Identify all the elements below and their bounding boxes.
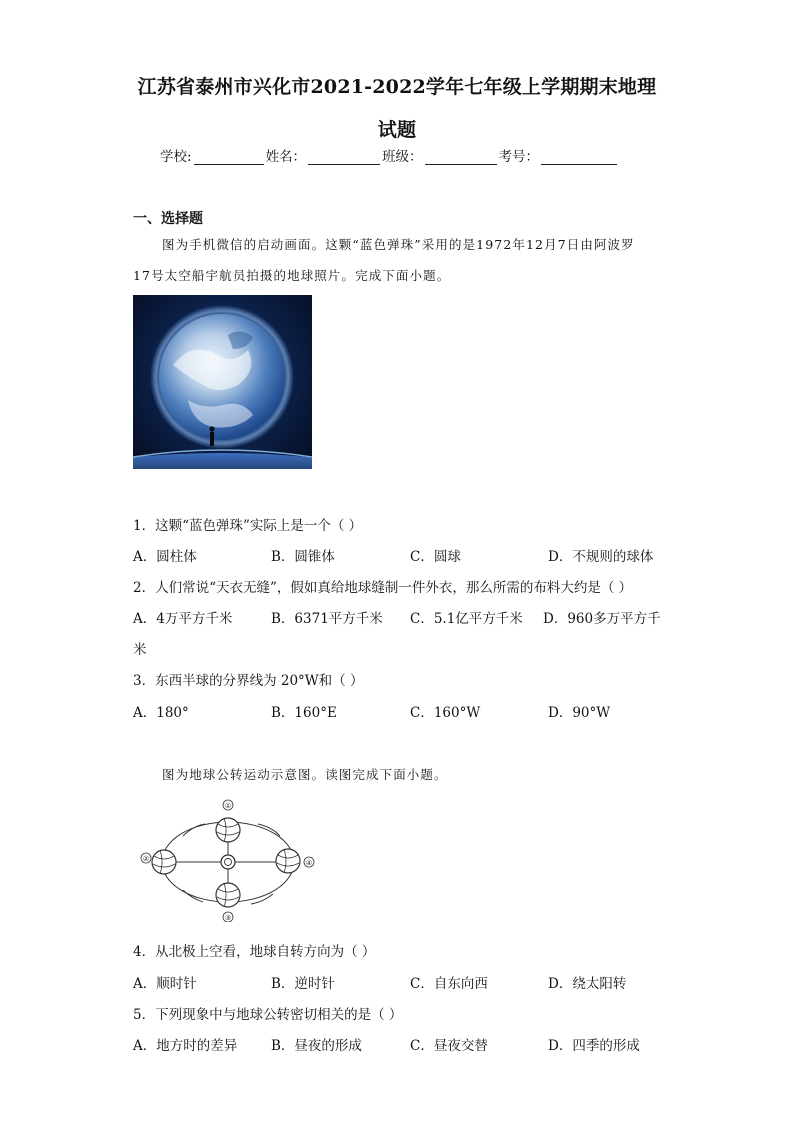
class-label: 班级： — [382, 149, 423, 165]
q4-option-c: C．自东向西 — [410, 976, 488, 992]
question-1: 1．这颗“蓝色弹珠”实际上是一个（ ） — [133, 518, 363, 534]
name-blank — [308, 150, 380, 165]
class-blank — [425, 150, 497, 165]
q1-option-a: A．圆柱体 — [133, 549, 197, 565]
id-label: 考号： — [498, 149, 540, 165]
earth-position-3 — [216, 883, 240, 922]
q4-option-b: B．逆时针 — [271, 976, 335, 992]
school-blank — [194, 150, 264, 165]
q4-option-a: A．顺时针 — [133, 976, 197, 992]
q3-option-a: A．180° — [133, 705, 189, 721]
q5-option-c: C．昼夜交替 — [410, 1038, 488, 1054]
label-4: ④ — [305, 859, 313, 867]
question-4: 4．从北极上空看，地球自转方向为（ ） — [133, 944, 376, 960]
page-title: 江苏省泰州市兴化市2021-2022学年七年级上学期期末地理 — [137, 76, 657, 98]
label-3: ③ — [224, 914, 232, 922]
q1-option-b: B．圆锥体 — [271, 549, 335, 565]
label-2: ② — [142, 855, 150, 863]
student-info-line — [160, 145, 619, 165]
earth-position-1 — [216, 800, 240, 842]
earth-position-2 — [141, 850, 176, 874]
earth-position-4 — [276, 849, 314, 873]
page-title-line2: 试题 — [377, 119, 417, 141]
question-5: 5．下列现象中与地球公转密切相关的是（ ） — [133, 1007, 403, 1023]
question-3: 3．东西半球的分界线为 20°W和（ ） — [133, 673, 364, 689]
q3-option-c: C．160°W — [410, 705, 481, 721]
q3-option-b: B．160°E — [271, 705, 337, 721]
q5-option-b: B．昼夜的形成 — [271, 1038, 362, 1054]
earth-photo — [133, 295, 312, 469]
intro-text-line1: 图为手机微信的启动画面。这颗“蓝色弹珠”采用的是1972年12月7日由阿波罗 — [162, 237, 635, 252]
question-2: 2．人们常说“天衣无缝”，假如真给地球缝制一件外衣，那么所需的布料大约是（ ） — [133, 580, 633, 596]
q2-option-d-wrap: 米 — [133, 642, 147, 658]
q2-option-a: A．4万平方千米 — [133, 611, 233, 627]
q1-option-d: D．不规则的球体 — [548, 549, 654, 565]
q2-option-d: D．960多万平方千 — [543, 611, 661, 627]
q4-option-d: D．绕太阳转 — [548, 976, 627, 992]
q3-option-d: D．90°W — [548, 705, 611, 721]
section-title: 一、选择题 — [133, 211, 203, 227]
q5-option-a: A．地方时的差异 — [133, 1038, 238, 1054]
orbit-diagram — [138, 798, 318, 922]
q2-option-c: C．5.1亿平方千米 — [410, 611, 523, 627]
school-label: 学校: — [160, 149, 192, 165]
intro2-text: 图为地球公转运动示意图。读图完成下面小题。 — [162, 767, 448, 782]
q5-option-d: D．四季的形成 — [548, 1038, 640, 1054]
q1-option-c: C．圆球 — [410, 549, 461, 565]
name-label: 姓名： — [265, 149, 307, 165]
intro-text-line2: 17号太空船宇航员拍摄的地球照片。完成下面小题。 — [133, 268, 451, 283]
q2-option-b: B．6371平方千米 — [271, 611, 383, 627]
label-1: ① — [224, 802, 232, 810]
id-blank — [541, 150, 617, 165]
